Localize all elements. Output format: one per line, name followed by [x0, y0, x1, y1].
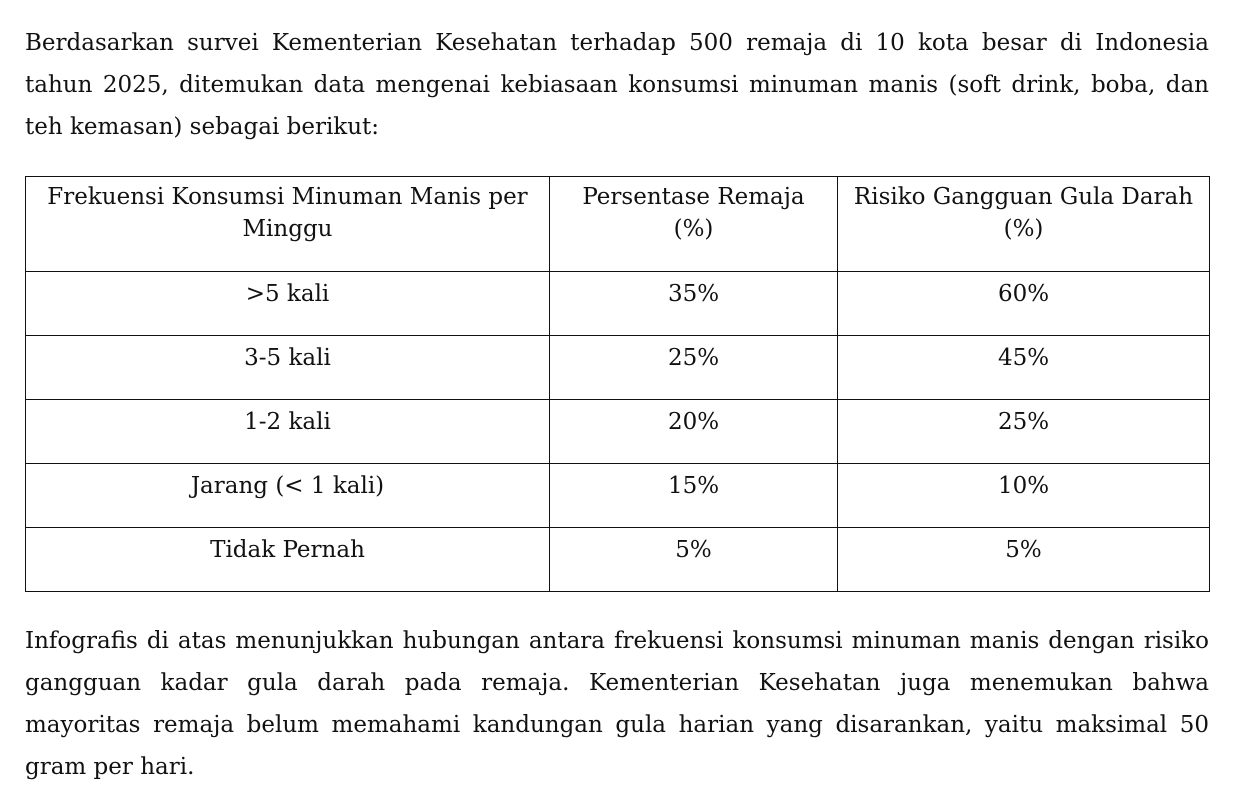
cell-percentage: 25% — [550, 336, 838, 400]
table-row — [26, 528, 1210, 592]
cell-frequency: 3-5 kali — [26, 336, 550, 400]
intro-paragraph: Berdasarkan survei Kementerian Kesehatan terhadap 500 remaja di 10 kota besar di Indonesia tahun 2025, ditemukan data mengenai kebiasaan konsumsi minuman manis (soft drink, boba, dan teh kemasan) sebagai berikut: — [25, 30, 1209, 140]
cell-percentage: 15% — [550, 464, 838, 528]
table-row — [26, 272, 1210, 336]
cell-percentage: 20% — [550, 400, 838, 464]
cell-risk: 10% — [838, 464, 1210, 528]
cell-risk: 45% — [838, 336, 1210, 400]
table-row — [26, 400, 1210, 464]
survey-table — [25, 176, 1210, 592]
header-percentage: Persentase Remaja (%) — [550, 177, 838, 272]
cell-percentage: 5% — [550, 528, 838, 592]
table-row — [26, 336, 1210, 400]
cell-percentage: 35% — [550, 272, 838, 336]
cell-frequency: Tidak Pernah — [26, 528, 550, 592]
cell-risk: 5% — [838, 528, 1210, 592]
header-frequency: Frekuensi Konsumsi Minuman Manis per Minggu — [26, 177, 550, 272]
header-risk: Risiko Gangguan Gula Darah (%) — [838, 177, 1210, 272]
table-row — [26, 464, 1210, 528]
document-page — [25, 22, 1209, 788]
cell-risk: 25% — [838, 400, 1210, 464]
cell-risk: 60% — [838, 272, 1210, 336]
cell-frequency: 1-2 kali — [26, 400, 550, 464]
cell-frequency: Jarang (< 1 kali) — [26, 464, 550, 528]
closing-paragraph: Infografis di atas menunjukkan hubungan antara frekuensi konsumsi minuman manis dengan risiko gangguan kadar gula darah pada remaja. Kementerian Kesehatan juga menemukan bahwa mayoritas remaja belum memahami kandungan gula harian yang disarankan, yaitu maksimal 50 gram per hari. — [25, 628, 1209, 780]
table-header-row — [26, 177, 1210, 272]
cell-frequency: >5 kali — [26, 272, 550, 336]
